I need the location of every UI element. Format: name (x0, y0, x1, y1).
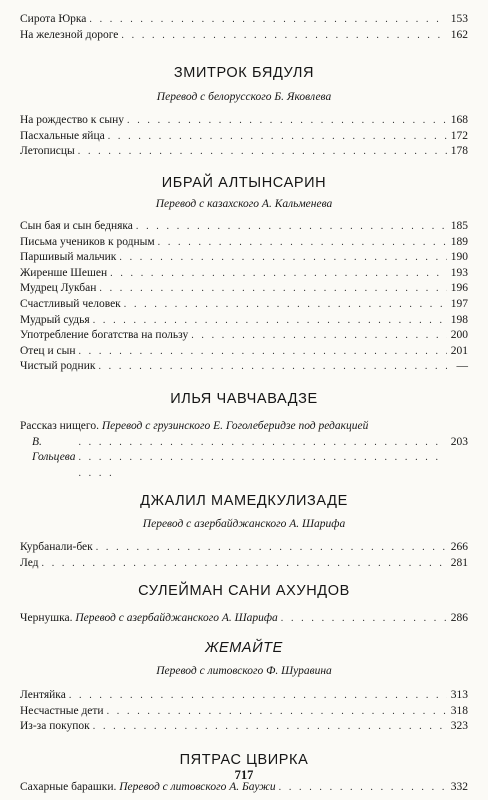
entry-title: Мудрец Лукбан (20, 282, 97, 295)
toc-entry (20, 419, 468, 481)
entry-list (20, 219, 468, 375)
entry-title: На рождество к сыну (20, 114, 124, 127)
entry-title: Чистый родник (20, 360, 96, 373)
entry-title: Отец и сын (20, 344, 76, 357)
toc-entry (20, 250, 468, 266)
leader-dots (96, 540, 447, 556)
entry-page: 318 (450, 704, 468, 717)
entry-title: Употребление богатства на пользу (20, 329, 189, 342)
entry-title: На железной дороге (20, 28, 119, 41)
entry-title: Сын бая и сын бедняка (20, 219, 133, 232)
entry-title: Жиренше Шешен (20, 266, 108, 279)
entry-title: Сахарные барашки. (20, 780, 117, 793)
entry-page: 168 (450, 114, 468, 127)
entry-title: Рассказ нищего. (20, 419, 99, 432)
entry-page: 178 (450, 145, 468, 158)
entry-list (20, 113, 468, 160)
entry-page: 266 (450, 541, 468, 554)
toc-entry (20, 219, 468, 235)
leader-dots (99, 281, 447, 297)
entry-title: Из-за покупок (20, 720, 90, 733)
entry-page: 185 (450, 219, 468, 232)
entry-page: 162 (450, 28, 468, 41)
leader-dots (191, 328, 447, 344)
entry-page: 203 (450, 435, 468, 448)
leader-dots (281, 611, 447, 627)
toc-entry (20, 359, 468, 375)
translator-note: Перевод с литовского Ф. Шуравина (156, 665, 332, 678)
leader-dots (136, 219, 447, 235)
author-heading: ЖЕМАЙТЕ (205, 640, 283, 657)
leader-dots (121, 28, 447, 44)
toc-entry (20, 12, 468, 28)
toc-entry (20, 344, 468, 360)
toc-entry (20, 540, 468, 556)
translator-note: Перевод с белорусского Б. Яковлева (156, 91, 332, 104)
toc-entry (20, 313, 468, 329)
leader-dots (78, 144, 447, 160)
author-heading: ИБРАЙ АЛТЫНСАРИН (161, 174, 327, 191)
toc-entry (20, 556, 468, 572)
author-heading: ПЯТРАС ЦВИРКА (179, 751, 309, 768)
entry-title: Лентяйка (20, 689, 66, 702)
leader-dots (93, 313, 447, 329)
entry-list (20, 688, 468, 735)
toc-entry (20, 704, 468, 720)
toc-entry (20, 688, 468, 704)
translator-note: Перевод с казахского А. Кальменева (155, 197, 333, 210)
entry-title: Пасхальные яйца (20, 129, 105, 142)
entry-page: 196 (450, 282, 468, 295)
entry-page: 200 (450, 329, 468, 342)
entry-title: Мудрый судья (20, 313, 90, 326)
page-number: 717 (234, 768, 254, 782)
entry-page: 197 (450, 297, 468, 310)
translator-note: Перевод с азербайджанского А. Шарифа (142, 518, 346, 531)
entry-page: 190 (450, 251, 468, 264)
leader-dots (69, 688, 447, 704)
entry-page: 286 (450, 612, 468, 625)
entry-page: 323 (450, 720, 468, 733)
entry-list (20, 12, 468, 43)
translator-note: Перевод с грузинского Е. Гоголеберидзе под редакцией (101, 419, 369, 432)
translator-note: Перевод с азербайджанского А. Шарифа (75, 612, 278, 625)
leader-dots (107, 704, 447, 720)
toc-entry (20, 129, 468, 145)
entry-title: Письма учеников к родным (20, 235, 155, 248)
leader-dots (119, 250, 447, 266)
toc-entry (20, 266, 468, 282)
toc-entry (20, 297, 468, 313)
entry-title: Лед (20, 556, 39, 569)
entry-page: 281 (450, 556, 468, 569)
entry-title: Чернушка. (20, 612, 73, 625)
leader-dots (124, 297, 447, 313)
entry-page: 172 (450, 129, 468, 142)
toc-entry (20, 611, 468, 627)
leader-dots (108, 129, 447, 145)
entry-page: 313 (450, 689, 468, 702)
leader-dots (42, 556, 447, 572)
leader-dots (158, 235, 447, 251)
entry-title: Несчастные дети (20, 704, 104, 717)
author-heading: ИЛЬЯ ЧАВЧАВАДЗЕ (170, 390, 318, 407)
entry-title: Паршивый мальчик (20, 251, 117, 264)
entry-title: Курбанали-бек (20, 541, 93, 554)
entry-page: 153 (450, 13, 468, 25)
entry-title: Счастливый человек (20, 297, 121, 310)
leader-dots (98, 359, 447, 375)
leader-dots (93, 719, 447, 735)
author-heading: ЗМИТРОК БЯДУЛЯ (173, 65, 315, 82)
toc-entry (20, 328, 468, 344)
entry-page: 189 (450, 235, 468, 248)
toc-entry (20, 719, 468, 735)
entry-page: 332 (450, 780, 468, 793)
leader-dots (78, 344, 447, 360)
entry-page: 198 (450, 313, 468, 326)
author-heading: СУЛЕЙМАН САНИ АХУНДОВ (138, 583, 350, 600)
toc-entry (20, 281, 468, 297)
leader-dots (127, 113, 447, 129)
leader-dots (89, 12, 447, 28)
entry-page: — (456, 360, 468, 373)
leader-dots (110, 266, 447, 282)
entry-page: 193 (450, 266, 468, 279)
toc-page (20, 12, 468, 795)
translator-note: Перевод с литовского А. Баужи (119, 780, 276, 793)
leader-dots (78, 435, 447, 482)
toc-entry (20, 28, 468, 44)
entry-title: Сирота Юрка (20, 13, 87, 25)
author-heading: ДЖАЛИЛ МАМЕДКУЛИЗАДЕ (140, 493, 348, 510)
toc-entry (20, 144, 468, 160)
translator-note: В. Гольцева (32, 435, 76, 464)
toc-entry (20, 113, 468, 129)
entry-page: 201 (450, 344, 468, 357)
toc-entry (20, 235, 468, 251)
entry-list (20, 540, 468, 571)
entry-title: Летописцы (20, 145, 75, 158)
